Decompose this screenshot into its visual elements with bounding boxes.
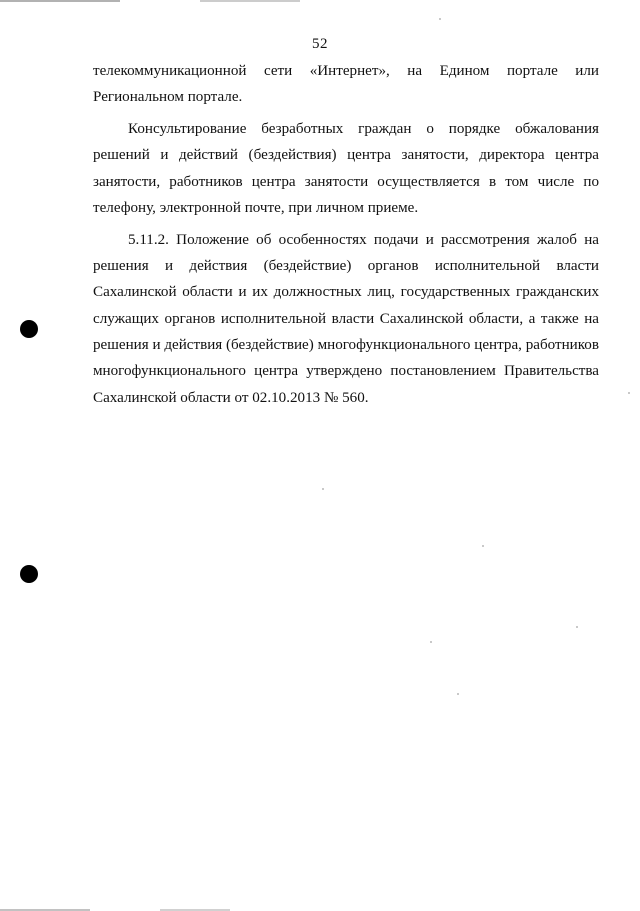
text-line: решения и действия (бездействие) многофункционального центра, работников	[93, 337, 599, 354]
page-number: 52	[312, 36, 328, 52]
scan-edge-top	[0, 0, 640, 2]
punch-hole	[20, 320, 38, 338]
text-line: занятости, работников центра занятости осуществляется в том числе по	[93, 173, 599, 190]
paragraph-continuation	[93, 58, 599, 111]
text-line: решений и действий (бездействия) центра занятости, директора центра	[93, 147, 599, 164]
scan-speck	[439, 18, 441, 20]
scan-speck	[322, 488, 324, 490]
text-line: телекоммуникационной сети «Интернет», на Едином портале или	[93, 63, 599, 79]
text-line: служащих органов исполнительной власти Сахалинской области, а также на	[93, 310, 599, 327]
scan-speck	[457, 693, 459, 695]
scan-speck	[576, 626, 578, 628]
scan-speck	[628, 392, 630, 394]
body-text	[93, 58, 599, 411]
text-line: телефону, электронной почте, при личном приеме.	[93, 200, 419, 217]
scan-speck	[482, 545, 484, 547]
paragraph-5-11-2	[93, 227, 599, 412]
text-line: Консультирование безработных граждан о порядке обжалования	[128, 120, 599, 137]
text-line: многофункционального центра утверждено постановлением Правительства	[93, 363, 599, 380]
text-line: 5.11.2. Положение об особенностях подачи и рассмотрения жалоб на	[128, 231, 599, 248]
text-line: Сахалинской области и их должностных лиц, государственных гражданских	[93, 284, 599, 301]
text-line: Сахалинской области от 02.10.2013 № 560.	[93, 389, 369, 406]
text-line: решения и действия (бездействие) органов исполнительной власти	[93, 257, 599, 274]
punch-hole	[20, 565, 38, 583]
paragraph-consultation	[93, 116, 599, 222]
scan-speck	[430, 641, 432, 643]
text-line: Региональном портале.	[93, 89, 243, 106]
